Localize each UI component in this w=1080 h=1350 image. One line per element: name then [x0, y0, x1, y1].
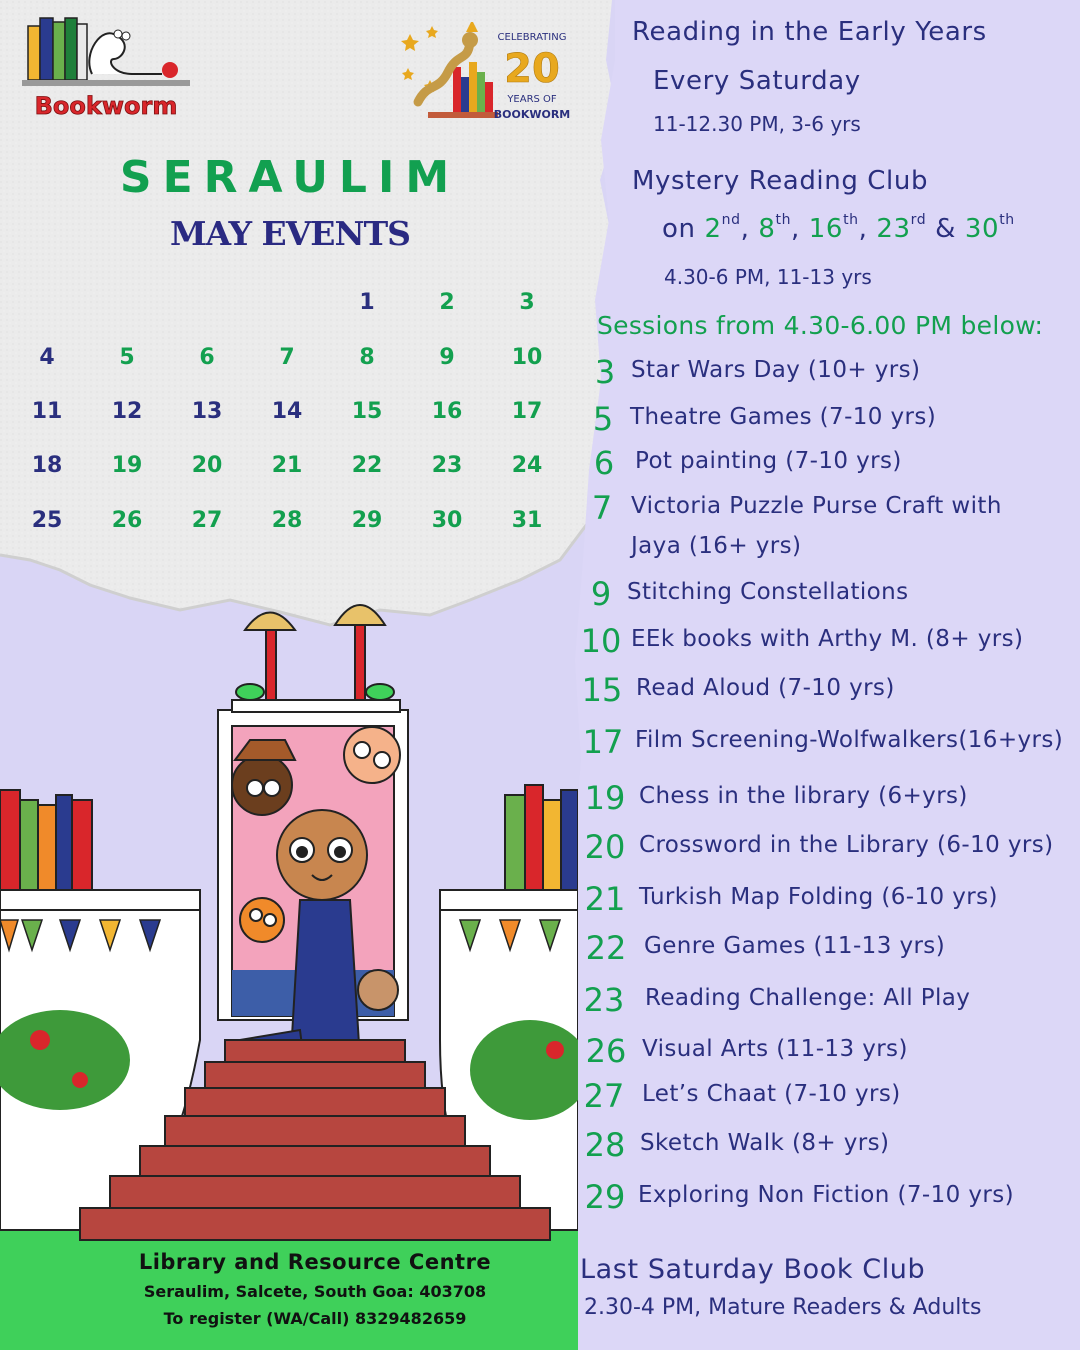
event-date: 28	[584, 1126, 626, 1164]
calendar-day: 31	[511, 508, 543, 533]
event-date: 20	[584, 828, 626, 866]
calendar-day: 15	[351, 399, 383, 424]
early-years-time: 11-12.30 PM, 3-6 yrs	[653, 112, 861, 136]
mystery-date: 23	[876, 214, 911, 244]
event-title: Crossword in the Library (6-10 yrs)	[639, 832, 1054, 858]
svg-text:CELEBRATING: CELEBRATING	[497, 32, 567, 43]
event-title: Theatre Games (7-10 yrs)	[630, 404, 937, 430]
calendar-day: 16	[431, 399, 463, 424]
mystery-date-suffix: th	[775, 212, 792, 228]
book-club-time: 2.30-4 PM, Mature Readers & Adults	[584, 1295, 982, 1320]
calendar-day: 24	[511, 453, 543, 478]
calendar-day: 3	[519, 290, 535, 315]
library-illustration	[0, 590, 578, 1350]
calendar-day: 14	[271, 399, 303, 424]
calendar-day: 11	[31, 399, 63, 424]
calendar-day: 29	[351, 508, 383, 533]
calendar-day: 7	[279, 345, 295, 370]
early-years-day: Every Saturday	[653, 66, 861, 96]
event-date: 7	[591, 489, 613, 527]
mystery-date: 8	[758, 214, 776, 244]
calendar-day: 28	[271, 508, 303, 533]
svg-text:20: 20	[504, 46, 560, 92]
calendar-day: 13	[191, 399, 223, 424]
calendar-day: 27	[191, 508, 223, 533]
event-title: Reading Challenge: All Play	[645, 985, 971, 1011]
event-date: 23	[583, 981, 625, 1019]
event-title: Read Aloud (7-10 yrs)	[636, 675, 895, 701]
event-date: 10	[580, 622, 622, 660]
calendar-day: 21	[271, 453, 303, 478]
calendar-day: 19	[111, 453, 143, 478]
event-title: Pot painting (7-10 yrs)	[635, 448, 902, 474]
calendar-day: 17	[511, 399, 543, 424]
event-date: 3	[594, 353, 616, 391]
svg-text:YEARS OF: YEARS OF	[507, 94, 557, 105]
calendar-day: 18	[31, 453, 63, 478]
early-years-title: Reading in the Early Years	[632, 17, 987, 47]
event-title: EEk books with Arthy M. (8+ yrs)	[631, 626, 1024, 652]
calendar-day: 4	[39, 345, 55, 370]
page-title: SERAULIM	[119, 152, 461, 203]
calendar-day: 10	[511, 345, 543, 370]
event-date: 17	[582, 723, 624, 761]
calendar-day: 30	[431, 508, 463, 533]
event-title: Turkish Map Folding (6-10 yrs)	[639, 884, 998, 910]
mystery-club-time: 4.30-6 PM, 11-13 yrs	[664, 265, 872, 289]
event-date: 9	[590, 575, 612, 613]
event-date: 5	[592, 400, 614, 438]
calendar-day: 2	[439, 290, 455, 315]
twenty-years-badge	[398, 22, 578, 127]
event-date: 6	[593, 444, 615, 482]
event-date: 26	[585, 1032, 627, 1070]
calendar-day: 25	[31, 508, 63, 533]
calendar-day: 8	[359, 345, 375, 370]
event-title: Sketch Walk (8+ yrs)	[640, 1130, 890, 1156]
footer-register: To register (WA/Call) 8329482659	[163, 1309, 467, 1328]
calendar-day: 22	[351, 453, 383, 478]
event-title: Stitching Constellations	[627, 579, 909, 605]
event-date: 27	[583, 1077, 625, 1115]
event-title: Chess in the library (6+yrs)	[639, 783, 968, 809]
footer	[100, 1250, 530, 1328]
mystery-date-suffix: th	[843, 212, 859, 228]
mystery-club-dates: on 2nd, 8th, 16th, 23rd & 30th	[662, 212, 1015, 244]
svg-text:BOOKWORM: BOOKWORM	[493, 108, 571, 121]
footer-title: Library and Resource Centre	[138, 1250, 492, 1274]
calendar-day: 23	[431, 453, 463, 478]
event-title: Victoria Puzzle Purse Craft with	[631, 493, 1002, 519]
page-subtitle: MAY EVENTS	[170, 214, 410, 253]
event-date: 22	[585, 929, 627, 967]
bookworm-logo	[22, 14, 192, 124]
mystery-date: 2	[704, 214, 722, 244]
mystery-date-suffix: nd	[721, 212, 741, 228]
event-date: 19	[584, 779, 626, 817]
event-date: 21	[584, 880, 626, 918]
event-title: Film Screening-Wolfwalkers(16+yrs)	[635, 727, 1064, 753]
calendar-day: 9	[439, 345, 455, 370]
calendar-day: 12	[111, 399, 143, 424]
mystery-club-title: Mystery Reading Club	[632, 166, 929, 196]
mystery-date-suffix: th	[999, 212, 1015, 228]
calendar-day: 26	[111, 508, 143, 533]
event-title: Let’s Chaat (7-10 yrs)	[642, 1081, 901, 1107]
event-title: Visual Arts (11-13 yrs)	[642, 1036, 908, 1062]
book-club-title: Last Saturday Book Club	[580, 1254, 926, 1285]
footer-address: Seraulim, Salcete, South Goa: 403708	[143, 1282, 487, 1301]
event-title-cont: Jaya (16+ yrs)	[631, 533, 802, 559]
calendar-day: 1	[359, 290, 375, 315]
mystery-date-suffix: rd	[910, 212, 927, 228]
calendar-day: 20	[191, 453, 223, 478]
bookworm-wordmark: Bookworm	[34, 92, 178, 120]
mystery-date: 16	[808, 214, 844, 244]
event-date: 29	[584, 1178, 626, 1216]
event-title: Exploring Non Fiction (7-10 yrs)	[638, 1182, 1014, 1208]
calendar-day: 6	[199, 345, 215, 370]
sessions-heading: Sessions from 4.30-6.00 PM below:	[597, 311, 1044, 340]
event-title: Star Wars Day (10+ yrs)	[631, 357, 921, 383]
event-title: Genre Games (11-13 yrs)	[644, 933, 946, 959]
calendar-day: 5	[119, 345, 135, 370]
mystery-date: 30	[964, 214, 1000, 244]
event-date: 15	[581, 671, 623, 709]
